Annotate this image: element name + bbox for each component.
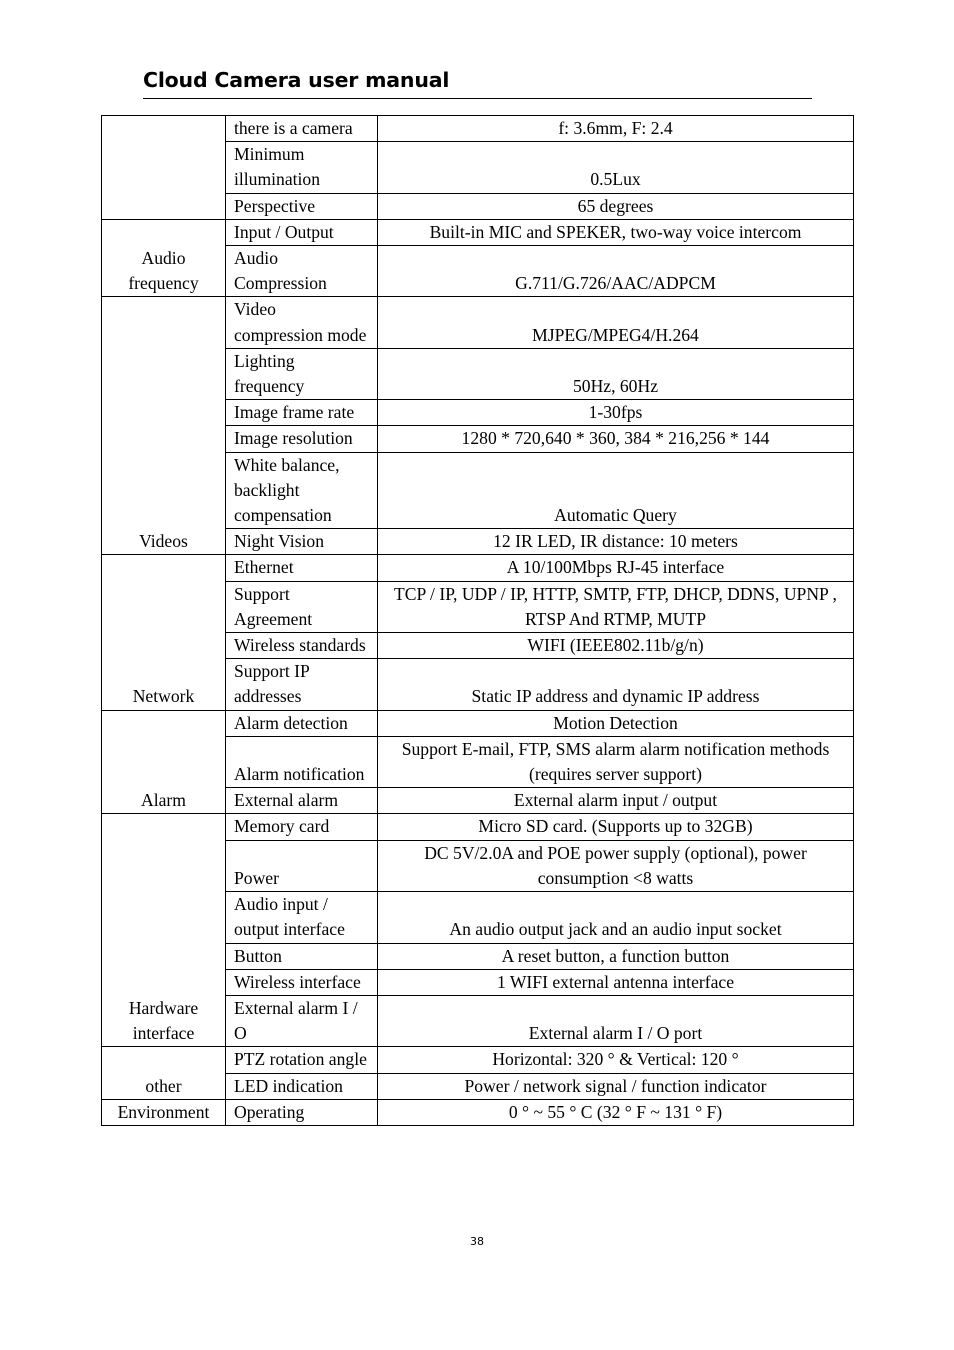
table-row [102,116,854,142]
category-cell: Audio frequency [102,219,226,297]
feature-cell: PTZ rotation angle [226,1047,378,1073]
page-header [143,66,812,99]
feature-cell: LED indication [226,1073,378,1099]
feature-cell: Operating [226,1099,378,1125]
value-cell: 0.5Lux [378,142,854,193]
value-cell: Built-in MIC and SPEKER, two-way voice intercom [378,219,854,245]
category-cell [102,116,226,220]
value-cell: f: 3.6mm, F: 2.4 [378,116,854,142]
category-cell: Alarm [102,710,226,814]
value-cell: External alarm I / O port [378,995,854,1046]
feature-cell: External alarm I / O [226,995,378,1046]
value-cell: G.711/G.726/AAC/ADPCM [378,246,854,297]
value-cell: External alarm input / output [378,788,854,814]
value-cell: 1 WIFI external antenna interface [378,969,854,995]
value-cell: Power / network signal / function indicator [378,1073,854,1099]
value-cell: TCP / IP, UDP / IP, HTTP, SMTP, FTP, DHCP, DDNS, UPNP , RTSP And RTMP, MUTP [378,581,854,632]
category-cell: Hardware interface [102,814,226,1047]
value-cell: 0 ° ~ 55 ° C (32 ° F ~ 131 ° F) [378,1099,854,1125]
value-cell: 1280 * 720,640 * 360, 384 * 216,256 * 144 [378,426,854,452]
value-cell: 50Hz, 60Hz [378,348,854,399]
feature-cell: Memory card [226,814,378,840]
feature-cell: Input / Output [226,219,378,245]
value-cell: 1-30fps [378,400,854,426]
feature-cell: Video compression mode [226,297,378,348]
feature-cell: Alarm detection [226,710,378,736]
value-cell: Micro SD card. (Supports up to 32GB) [378,814,854,840]
value-cell: Automatic Query [378,452,854,529]
feature-cell: Minimum illumination [226,142,378,193]
feature-cell: Support IP addresses [226,659,378,710]
feature-cell: Lighting frequency [226,348,378,399]
table-row [102,1047,854,1073]
feature-cell: Image frame rate [226,400,378,426]
feature-cell: Wireless standards [226,633,378,659]
value-cell: MJPEG/MPEG4/H.264 [378,297,854,348]
category-cell: Videos [102,297,226,555]
page-number: 38 [470,1235,484,1248]
value-cell: 65 degrees [378,193,854,219]
feature-cell: Audio Compression [226,246,378,297]
feature-cell: White balance, backlight compensation [226,452,378,529]
value-cell: DC 5V/2.0A and POE power supply (optional), power consumption <8 watts [378,840,854,891]
value-cell: Static IP address and dynamic IP address [378,659,854,710]
specification-table [101,115,854,1126]
feature-cell: there is a camera [226,116,378,142]
table-row [102,297,854,348]
feature-cell: Support Agreement [226,581,378,632]
feature-cell: Wireless interface [226,969,378,995]
feature-cell: External alarm [226,788,378,814]
table-row [102,814,854,840]
value-cell: An audio output jack and an audio input socket [378,892,854,943]
feature-cell: Power [226,840,378,891]
value-cell: A reset button, a function button [378,943,854,969]
feature-cell: Perspective [226,193,378,219]
page-title: Cloud Camera user manual [143,68,450,92]
table-row [102,710,854,736]
category-cell: other [102,1047,226,1099]
feature-cell: Ethernet [226,555,378,581]
category-cell: Environment [102,1099,226,1125]
feature-cell: Night Vision [226,529,378,555]
feature-cell: Audio input / output interface [226,892,378,943]
value-cell: WIFI (IEEE802.11b/g/n) [378,633,854,659]
value-cell: 12 IR LED, IR distance: 10 meters [378,529,854,555]
table-row [102,555,854,581]
table-row [102,219,854,245]
category-cell: Network [102,555,226,710]
feature-cell: Image resolution [226,426,378,452]
value-cell: A 10/100Mbps RJ-45 interface [378,555,854,581]
value-cell: Support E-mail, FTP, SMS alarm alarm notification methods (requires server support) [378,736,854,787]
feature-cell: Button [226,943,378,969]
feature-cell: Alarm notification [226,736,378,787]
value-cell: Horizontal: 320 ° & Vertical: 120 ° [378,1047,854,1073]
table-row [102,1099,854,1125]
value-cell: Motion Detection [378,710,854,736]
